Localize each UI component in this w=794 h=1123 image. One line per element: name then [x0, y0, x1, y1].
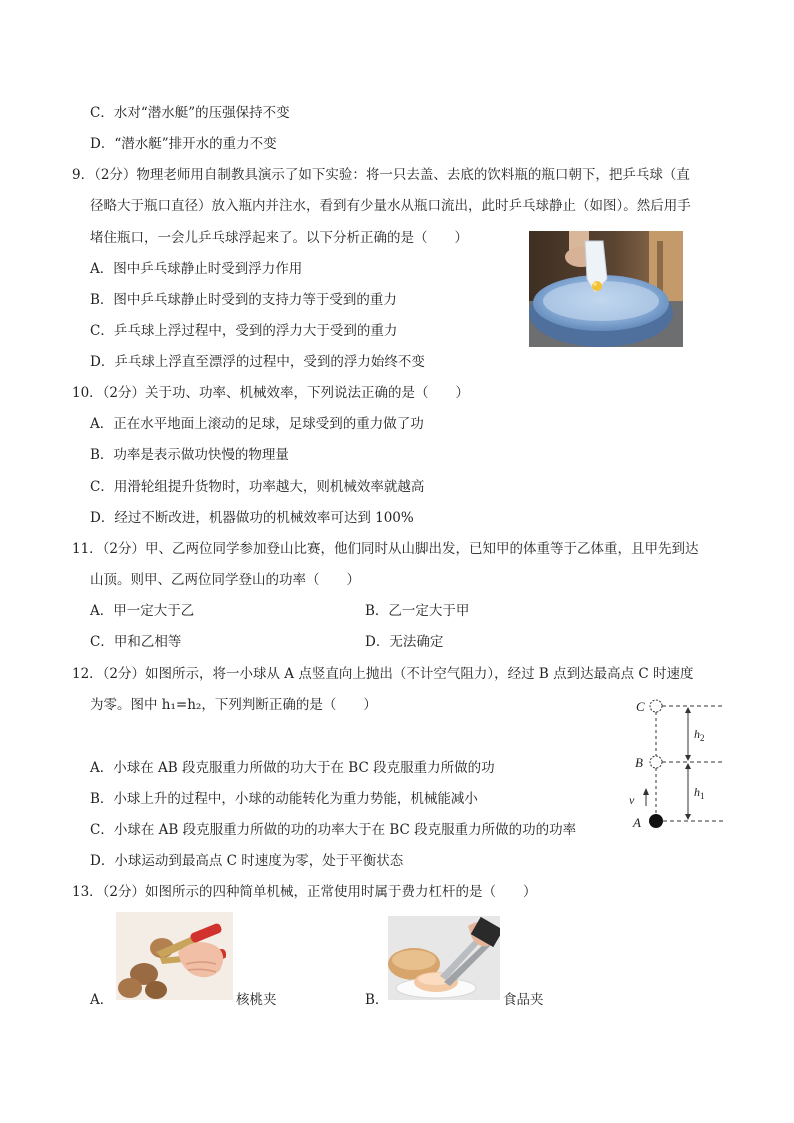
q12-throw-diagram [625, 694, 735, 836]
q11-option-d: D．无法确定 [365, 634, 444, 650]
q13-option-a-letter: A． [90, 992, 114, 1008]
q13-option-a-caption: 核桃夹 [236, 992, 277, 1008]
q10-option-b: B．功率是表示做功快慢的物理量 [90, 447, 289, 463]
q12-stem-line1: 12．（2分）如图所示，将一小球从 A 点竖直向上抛出（不计空气阻力），经过 B 点到达最高点 C 时速度 [72, 666, 694, 682]
q9-stem-line2: 径略大于瓶口直径）放入瓶内并注水，看到有少量水从瓶口流出，此时乒乓球静止（如图）。然后用手 [90, 198, 691, 214]
label-c: C [636, 699, 645, 714]
ball-at-a [649, 814, 663, 828]
label-b: B [635, 755, 643, 770]
q11-option-b: B．乙一定大于甲 [365, 603, 470, 619]
q9-stem-line3: 堵住瓶口，一会儿乒乓球浮起来了。以下分析正确的是（ ） [90, 230, 468, 246]
q11-stem-line2: 山顶。则甲、乙两位同学登山的功率（ ） [90, 572, 360, 588]
q10-option-a: A．正在水平地面上滚动的足球，足球受到的重力做了功 [90, 416, 424, 432]
q9-bottle-basin-photo [529, 231, 683, 347]
q11-stem-line1: 11．（2分）甲、乙两位同学参加登山比赛，他们同时从山脚出发，已知甲的体重等于乙体重，且甲先到达 [72, 541, 699, 557]
q13-option-b-caption: 食品夹 [503, 992, 544, 1008]
label-h1: $h_1$ [694, 785, 705, 801]
q8-option-c: C．水对“潜水艇”的压强保持不变 [90, 105, 290, 121]
q12-option-b: B．小球上升的过程中，小球的动能转化为重力势能，机械能减小 [90, 791, 478, 807]
q9-option-c: C．乒乓球上浮过程中，受到的浮力大于受到的重力 [90, 323, 398, 339]
q10-option-c: C．用滑轮组提升货物时，功率越大，则机械效率就越高 [90, 479, 425, 495]
q11-option-a: A．甲一定大于乙 [90, 603, 195, 619]
label-a: A [633, 815, 641, 830]
label-h2: $h_2$ [694, 727, 705, 743]
q9-option-a: A．图中乒乓球静止时受到浮力作用 [90, 261, 303, 277]
ball-at-c [650, 700, 662, 712]
q12-option-a: A．小球在 AB 段克服重力所做的功大于在 BC 段克服重力所做的功 [90, 760, 495, 776]
label-v: v [629, 793, 635, 807]
q13-stem: 13．（2分）如图所示的四种简单机械，正常使用时属于费力杠杆的是（ ） [72, 884, 537, 900]
q12-stem-line2: 为零。图中 h₁=h₂，下列判断正确的是（ ） [90, 697, 377, 713]
q12-option-c: C．小球在 AB 段克服重力所做的功的功率大于在 BC 段克服重力所做的功的功率 [90, 822, 577, 838]
q12-option-d: D．小球运动到最高点 C 时速度为零，处于平衡状态 [90, 853, 404, 869]
ball-at-b [650, 756, 662, 768]
q9-option-d: D．乒乓球上浮直至漂浮的过程中，受到的浮力始终不变 [90, 354, 425, 370]
q9-option-b: B．图中乒乓球静止时受到的支持力等于受到的重力 [90, 292, 397, 308]
q11-option-c: C．甲和乙相等 [90, 634, 182, 650]
q8-option-d: D．“潜水艇”排开水的重力不变 [90, 136, 277, 152]
q13-walnut-cracker-photo [116, 912, 233, 1000]
q13-option-b-letter: B． [365, 992, 389, 1008]
q10-option-d: D．经过不断改进，机器做功的机械效率可达到 100% [90, 510, 414, 526]
q13-food-tongs-photo [388, 916, 500, 1000]
q9-stem-line1: 9．（2分）物理老师用自制教具演示了如下实验：将一只去盖、去底的饮料瓶的瓶口朝下，把乒乓球（直 [72, 167, 690, 183]
q10-stem: 10．（2分）关于功、功率、机械效率，下列说法正确的是（ ） [72, 385, 470, 401]
